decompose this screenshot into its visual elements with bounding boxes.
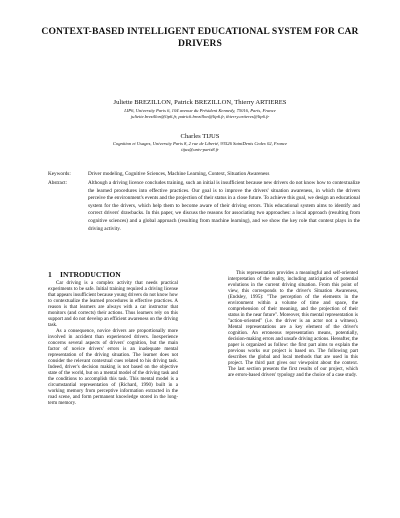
paragraph: This representation provides a meaningful and self-oriented interpretation of the reality, including anticipation of potential evolutions in the current driving situation. From this point of view, this corresponds to the driver's Situation Awareness, (Endsley, 1995): "The perception of the elements in the environment within a volume of time and space, the comprehension of their meaning, and the projection of their status in the near future". Moreover, this mental representation is "action-oriented" (i.e. the driver is an actor not a witness). Mental representations are a key element of the driver's cognition. An erroneous representation means, potentially, decision-making errors and unsafe driving actions. Hereafter, the paper is organized as follow: the first part aims to explain the previous works our project is based on. The following part describes the global and local methods that are used in this project. The third part gives our viewpoint about the context. The last section presents the first results of our project, which are errors-based drivers' typology and the choice of a case study. xyxy=(228,271,358,378)
email-2: tijus@univ-paris8.fr xyxy=(181,147,219,152)
affiliation-2: Cognition et Usages, University Paris 8, 2 rue de Liberté, 93526 SaintDenis Cedex 02, France xyxy=(112,141,288,146)
author-2: Charles TIJUS xyxy=(180,133,220,140)
authors-group-1: Juliette BREZILLON, Patrick BREZILLON, Thierry ARTIERES xyxy=(113,99,287,106)
emails-1: juliette.brezillon@lip6.fr, patrick.brezillon@lip6.fr, thierry.artieres@lip6.fr xyxy=(130,114,270,119)
right-column xyxy=(228,271,358,379)
paragraph: As a consequence, novice drivers are proportionally more involved in accident than experienced drivers. Inexperience concerns several aspects of drivers' cognition, but the main factor of novice drivers' errors is an inadequate mental representation of the driving situation. The learner does not consider the relevant contextual cues related to his driving task. Indeed, driver's decision making is not based on the objective state of the world, but on a mental model of the driving task and the conditions to accomplish this task. This mental model is a circumstantial representation of (Richard, 1990) built in a working memory from perceptive information extracted in the road scene, and form permanent knowledge stored in the long-term memory. xyxy=(48,329,178,406)
paper-title: CONTEXT-BASED INTELLIGENT EDUCATIONAL SYSTEM FOR CAR DRIVERS xyxy=(41,26,359,49)
keywords-text: Driver modeling, Cognitive Sciences, Machine Learning, Context, Situation Awareness xyxy=(88,171,270,177)
abstract-label: Abstract: xyxy=(48,180,68,186)
section-heading xyxy=(48,270,121,279)
section-title: INTRODUCTION xyxy=(60,270,121,279)
section-number: 1 xyxy=(48,270,52,279)
paragraph: Car driving is a complex activity that needs practical experiments to be safe. Initial training required a driving license that appears insufficient because young drivers do not know how to contextualize the learned procedures in effective practices. A reason is that learners are always with a car instructor that monitors (and corrects) their actions. Thus learners rely on this support and do not develop an efficient awareness on the driving task. xyxy=(48,281,179,328)
affiliation-1: LIP6, University Paris 6, 104 avenue du Président Kennedy, 75016, Paris, France xyxy=(124,108,276,113)
abstract-text: Although a driving licence concludes training, such an initial is insufficient because new drivers do not know how to contextualize the learned procedures into effective practices. Our goal is to improve the drivers' situation awareness, in which the drivers perceive the environment's events and the projection of their status in a close future. To achieve this goal, we design an educational system for the drivers, which help them to become aware of their driving errors. This educational system aims to identify and correct drivers' drawbacks. In this paper, we discuss the reasons for associating two approaches: a local approach (resulting from cognitive sciences) and a global approach (resulting from machine learning), and we show the key role that context plays in the driving activity. xyxy=(88,180,361,232)
left-column xyxy=(48,281,178,407)
keywords-label: Keywords: xyxy=(48,171,71,177)
